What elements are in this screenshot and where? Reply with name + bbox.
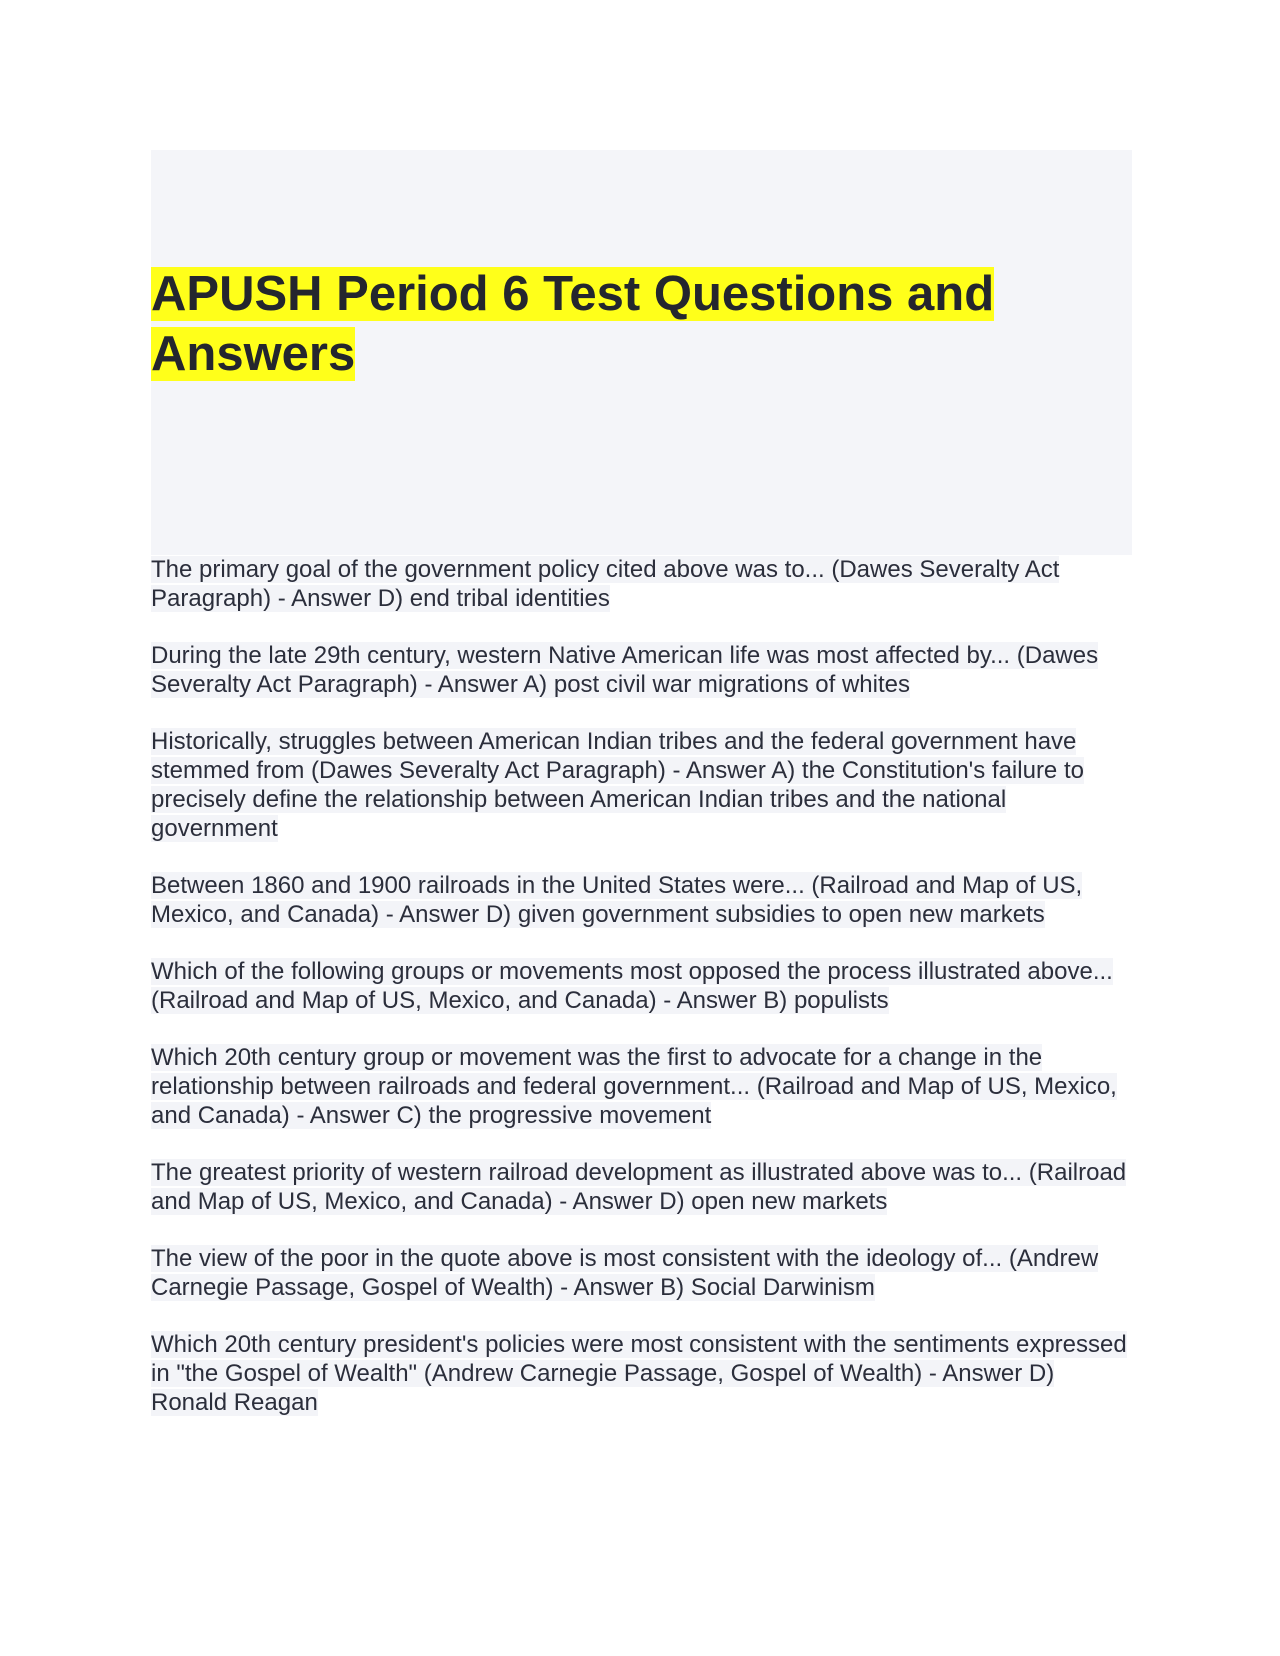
qa-item-3	[151, 727, 1136, 843]
qa-item-4	[151, 871, 1136, 929]
qa-item-text: Between 1860 and 1900 railroads in the United States were... (Railroad and Map of US, Mexico, and Canada) - Answer D) given government subsidies to open new markets	[151, 872, 1083, 928]
qa-item-text: The primary goal of the government policy cited above was to... (Dawes Severalty Act Paragraph) - Answer D) end tribal identities	[151, 556, 1060, 612]
page-title	[151, 264, 1111, 384]
qa-item-text: Historically, struggles between American Indian tribes and the federal government have stemmed from (Dawes Severalty Act Paragraph) - Answer A) the Constitution's failure to precisely define the relationship between American Indian tribes and the national government	[151, 728, 1084, 842]
qa-item-6	[151, 1043, 1136, 1130]
qa-item-5	[151, 957, 1136, 1015]
question-answer-list	[151, 555, 1136, 1445]
qa-item-text: Which 20th century group or movement was the first to advocate for a change in the relationship between railroads and federal government... (Railroad and Map of US, Mexico, and Canada) - Answer C) the progressive movement	[151, 1044, 1117, 1129]
qa-item-2	[151, 641, 1136, 699]
qa-item-text: Which of the following groups or movements most opposed the process illustrated above... (Railroad and Map of US, Mexico, and Canada) - Answer B) populists	[151, 958, 1113, 1014]
page-title-text: APUSH Period 6 Test Questions and Answers	[151, 267, 995, 381]
qa-item-9	[151, 1330, 1136, 1417]
qa-item-1	[151, 555, 1136, 613]
qa-item-text: During the late 29th century, western Native American life was most affected by... (Dawes Severalty Act Paragraph) - Answer A) post civil war migrations of whites	[151, 642, 1099, 698]
qa-item-text: The greatest priority of western railroad development as illustrated above was to... (Railroad and Map of US, Mexico, and Canada) - Answer D) open new markets	[151, 1159, 1127, 1215]
qa-item-7	[151, 1158, 1136, 1216]
qa-item-text: The view of the poor in the quote above is most consistent with the ideology of... (Andrew Carnegie Passage, Gospel of Wealth) - Answer B) Social Darwinism	[151, 1245, 1099, 1301]
qa-item-text: Which 20th century president's policies were most consistent with the sentiments expressed in "the Gospel of Wealth" (Andrew Carnegie Passage, Gospel of Wealth) - Answer D) Ronald Reagan	[151, 1331, 1127, 1416]
qa-item-8	[151, 1244, 1136, 1302]
